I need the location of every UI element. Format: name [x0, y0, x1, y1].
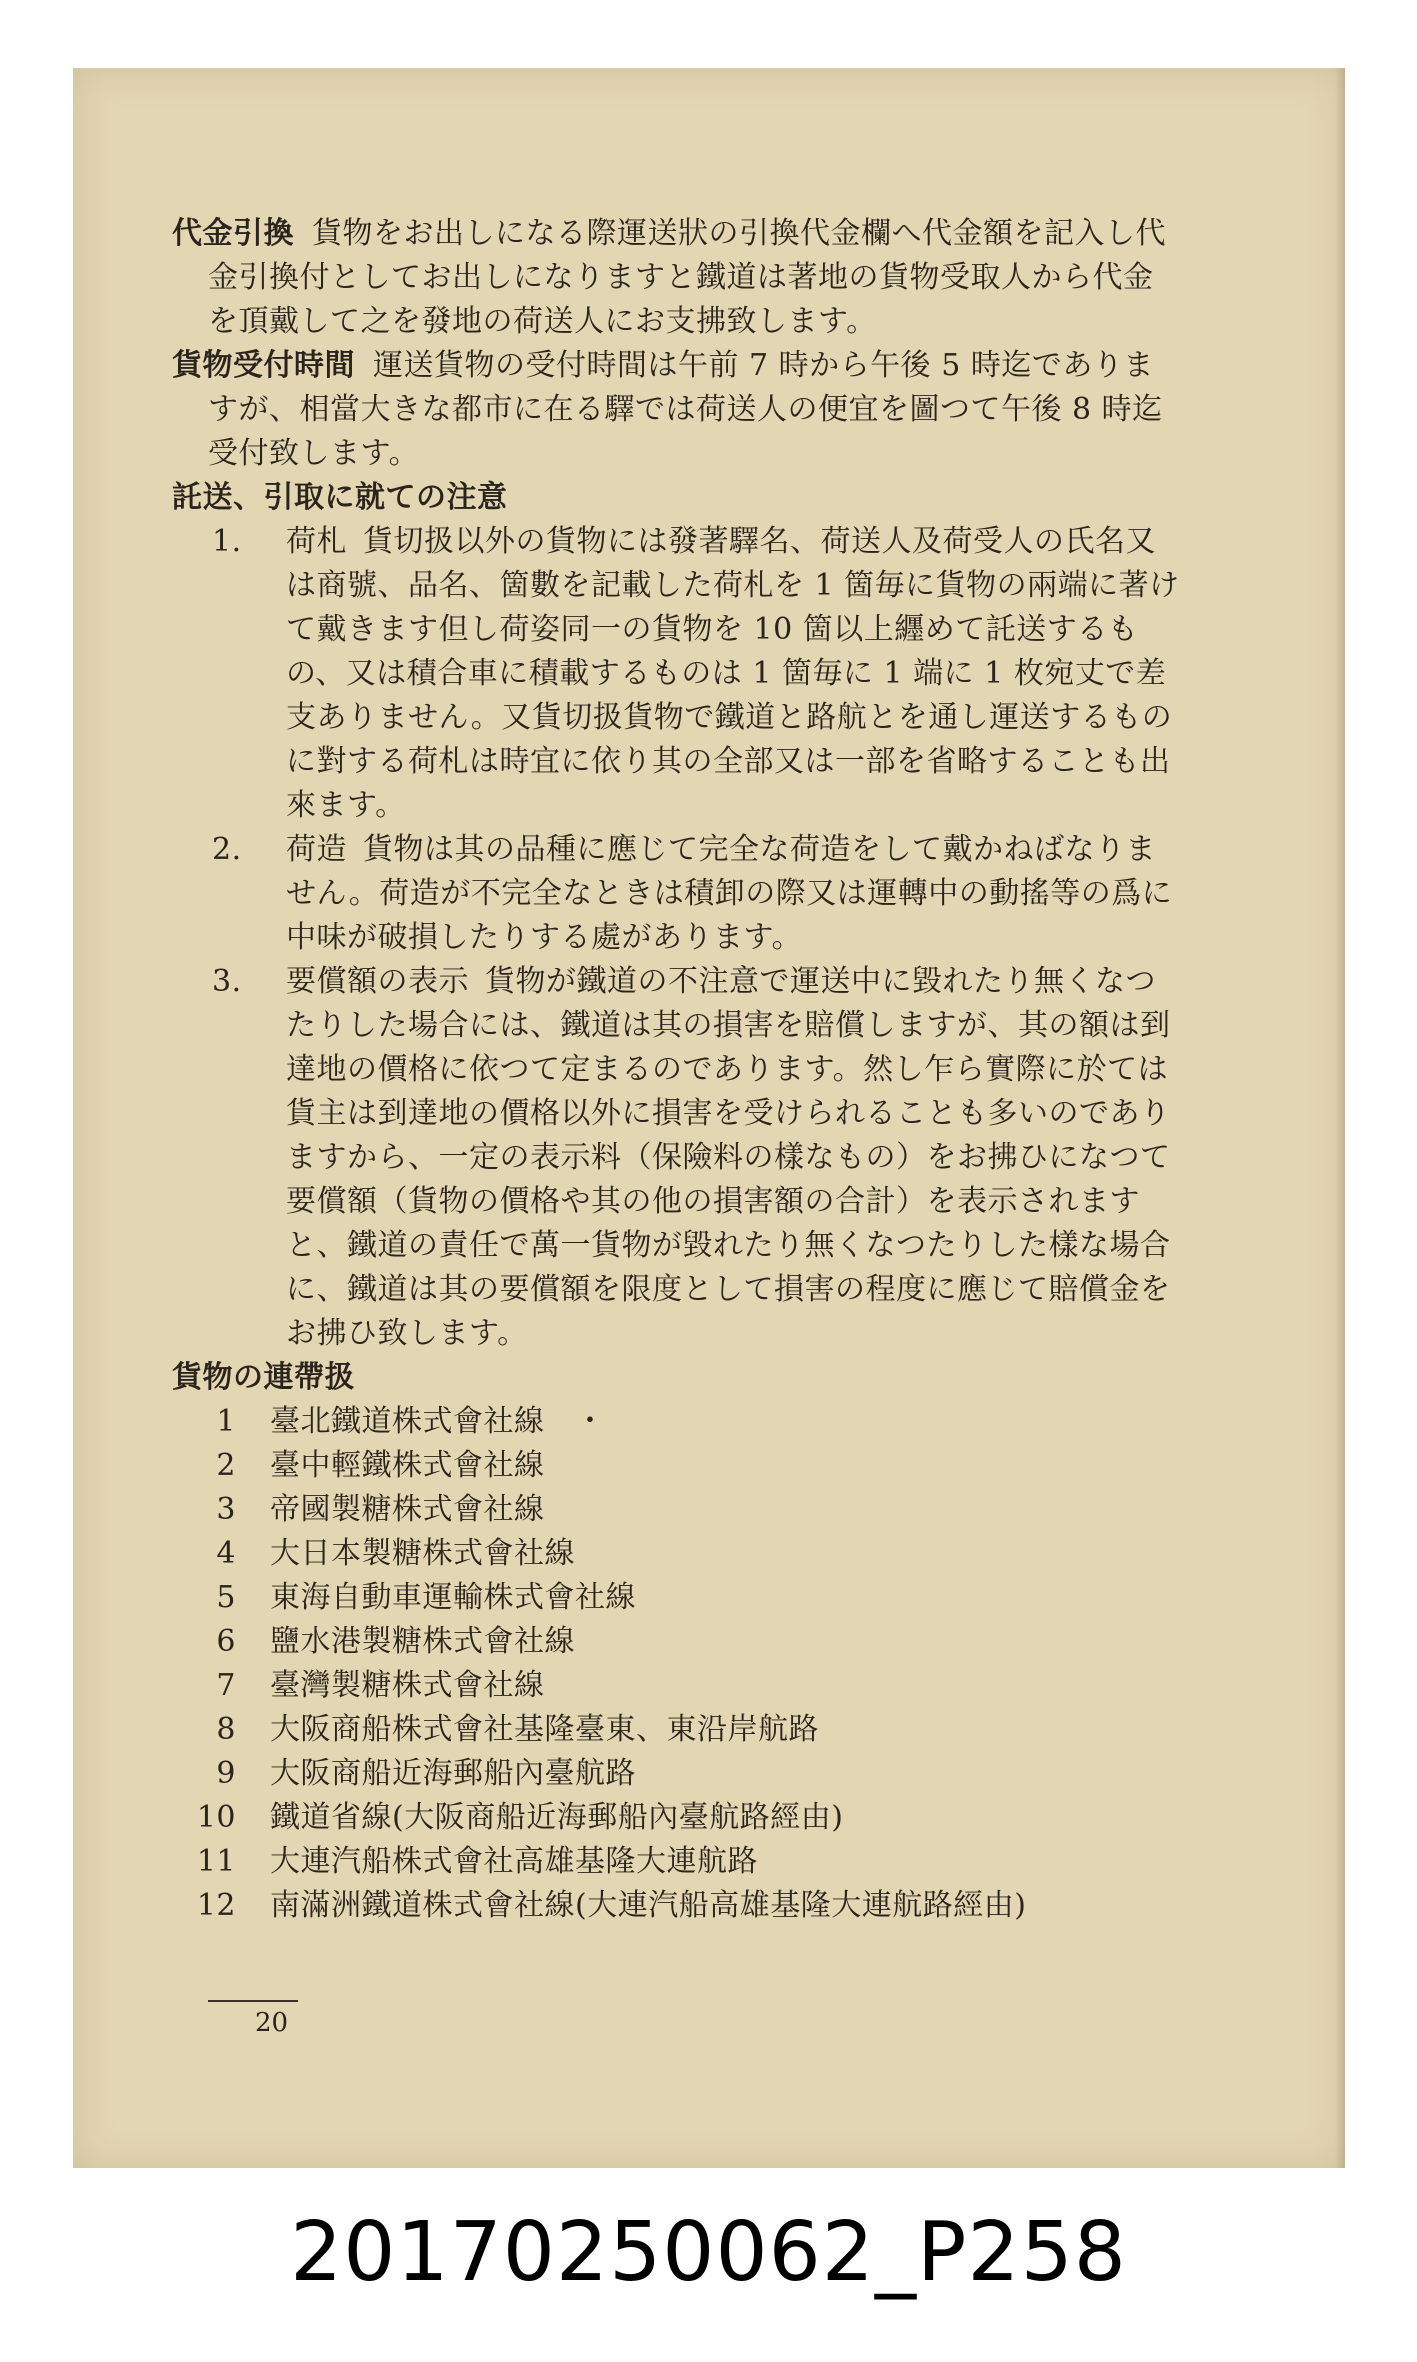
list-item-number: 12	[196, 1888, 236, 1923]
list-item	[172, 1488, 1182, 1532]
page-content	[172, 212, 1182, 1928]
list-item-text: 大阪商船近海郵船內臺航路	[270, 1756, 636, 1791]
notes-item	[172, 828, 1182, 960]
list-item-number: 1	[216, 1404, 236, 1439]
list-item-text: 臺北鐵道株式會社線 ・	[270, 1404, 606, 1439]
notes-item-body: 貨切扱以外の貨物には發著驛名、荷送人及荷受人の氏名又は商號、品名、箇數を記載した荷札を 1 箇毎に貨物の兩端に著けて戴きます但し荷姿同一の貨物を 10 箇以上纒めて託送するもの、又は積合車に積載するものは 1 箇毎に 1 端に 1 枚宛丈で差支ありません。又貨切扱貨物で鐵道と路航とを通し運送するものに對する荷札は時宜に依り其の全部又は一部を省略することも出來ます。	[286, 524, 1180, 823]
list-item-number: 5	[216, 1580, 236, 1615]
hours-paragraph	[172, 344, 1182, 476]
list-item-text: 鹽水港製糖株式會社線	[270, 1624, 575, 1659]
through-list	[172, 1400, 1182, 1928]
cod-title: 代金引換	[172, 216, 294, 251]
list-item	[172, 1708, 1182, 1752]
page-number: 20	[255, 2008, 289, 2038]
list-item-text: 東海自動車運輸株式會社線	[270, 1580, 636, 1615]
list-item	[172, 1752, 1182, 1796]
hours-title: 貨物受付時間	[172, 348, 355, 383]
list-item-text: 臺灣製糖株式會社線	[270, 1668, 545, 1703]
list-item-number: 10	[196, 1800, 236, 1835]
notes-item-text	[286, 960, 1182, 1356]
list-item-number: 7	[216, 1668, 236, 1703]
list-item-text: 大連汽船株式會社高雄基隆大連航路	[270, 1844, 758, 1879]
notes-item	[172, 520, 1182, 828]
list-item	[172, 1620, 1182, 1664]
list-item	[172, 1444, 1182, 1488]
notes-item-number: 1.	[212, 524, 242, 559]
list-item	[172, 1400, 1182, 1444]
list-item-number: 11	[196, 1844, 236, 1879]
notes-item-text	[286, 828, 1182, 960]
list-item-number: 3	[216, 1492, 236, 1527]
cod-paragraph	[172, 212, 1182, 344]
hours-body: 運送貨物の受付時間は午前 7 時から午後 5 時迄でありますが、相當大きな都市に在る驛では荷送人の便宜を圖つて午後 8 時迄受付致します。	[208, 348, 1163, 471]
notes-item-number: 2.	[212, 832, 242, 867]
list-item	[172, 1576, 1182, 1620]
list-item	[172, 1532, 1182, 1576]
notes-item-body: 貨物が鐵道の不注意で運送中に毀れたり無くなつたりした場合には、鐵道は其の損害を賠償しますが、其の額は到達地の價格に依つて定まるのであります。然し乍ら實際に於ては貨主は到達地の價格以外に損害を受けられることも多いのでありますから、一定の表示料（保險料の樣なもの）をお拂ひになつて要償額（貨物の價格や其の他の損害額の合計）を表示されますと、鐵道の責任で萬一貨物が毀れたり無くなつたりした樣な場合に、鐵道は其の要償額を限度として損害の程度に應じて賠償金をお拂ひ致します。	[286, 964, 1171, 1351]
list-item-number: 8	[216, 1712, 236, 1747]
list-item-number: 9	[216, 1756, 236, 1791]
notes-item-lead: 荷札	[286, 524, 347, 559]
list-item	[172, 1884, 1182, 1928]
footer-rule	[208, 2000, 298, 2002]
notes-item-lead: 要償額の表示	[286, 964, 469, 999]
list-item-number: 6	[216, 1624, 236, 1659]
cod-body: 貨物をお出しになる際運送狀の引換代金欄へ代金額を記入し代金引換付としてお出しになりますと鐵道は著地の貨物受取人から代金を頂戴して之を發地の荷送人にお支拂致します。	[208, 216, 1166, 339]
list-item-number: 4	[216, 1536, 236, 1571]
page-edge-shadow	[1335, 68, 1345, 2168]
list-item-text: 南滿洲鐵道株式會社線(大連汽船高雄基隆大連航路經由)	[270, 1888, 1027, 1923]
list-item-number: 2	[216, 1448, 236, 1483]
notes-item-number: 3.	[212, 964, 242, 999]
list-item	[172, 1664, 1182, 1708]
list-item-text: 鐵道省線(大阪商船近海郵船內臺航路經由)	[270, 1800, 844, 1835]
notes-item	[172, 960, 1182, 1356]
list-item	[172, 1840, 1182, 1884]
list-item-text: 臺中輕鐵株式會社線	[270, 1448, 545, 1483]
list-item-text: 大日本製糖株式會社線	[270, 1536, 575, 1571]
list-item	[172, 1796, 1182, 1840]
through-heading: 貨物の連帶扱	[172, 1360, 355, 1395]
list-item-text: 大阪商船株式會社基隆臺東、東沿岸航路	[270, 1712, 819, 1747]
notes-item-body: 貨物は其の品種に應じて完全な荷造をして戴かねばなりません。荷造が不完全なときは積卸の際又は運轉中の動搖等の爲に中味が破損したりする處があります。	[286, 832, 1173, 955]
notes-item-lead: 荷造	[286, 832, 347, 867]
notes-item-text	[286, 520, 1182, 828]
list-item-text: 帝國製糖株式會社線	[270, 1492, 545, 1527]
notes-heading: 託送、引取に就ての注意	[172, 480, 508, 515]
image-caption: 20170250062_P258	[290, 2205, 1127, 2300]
